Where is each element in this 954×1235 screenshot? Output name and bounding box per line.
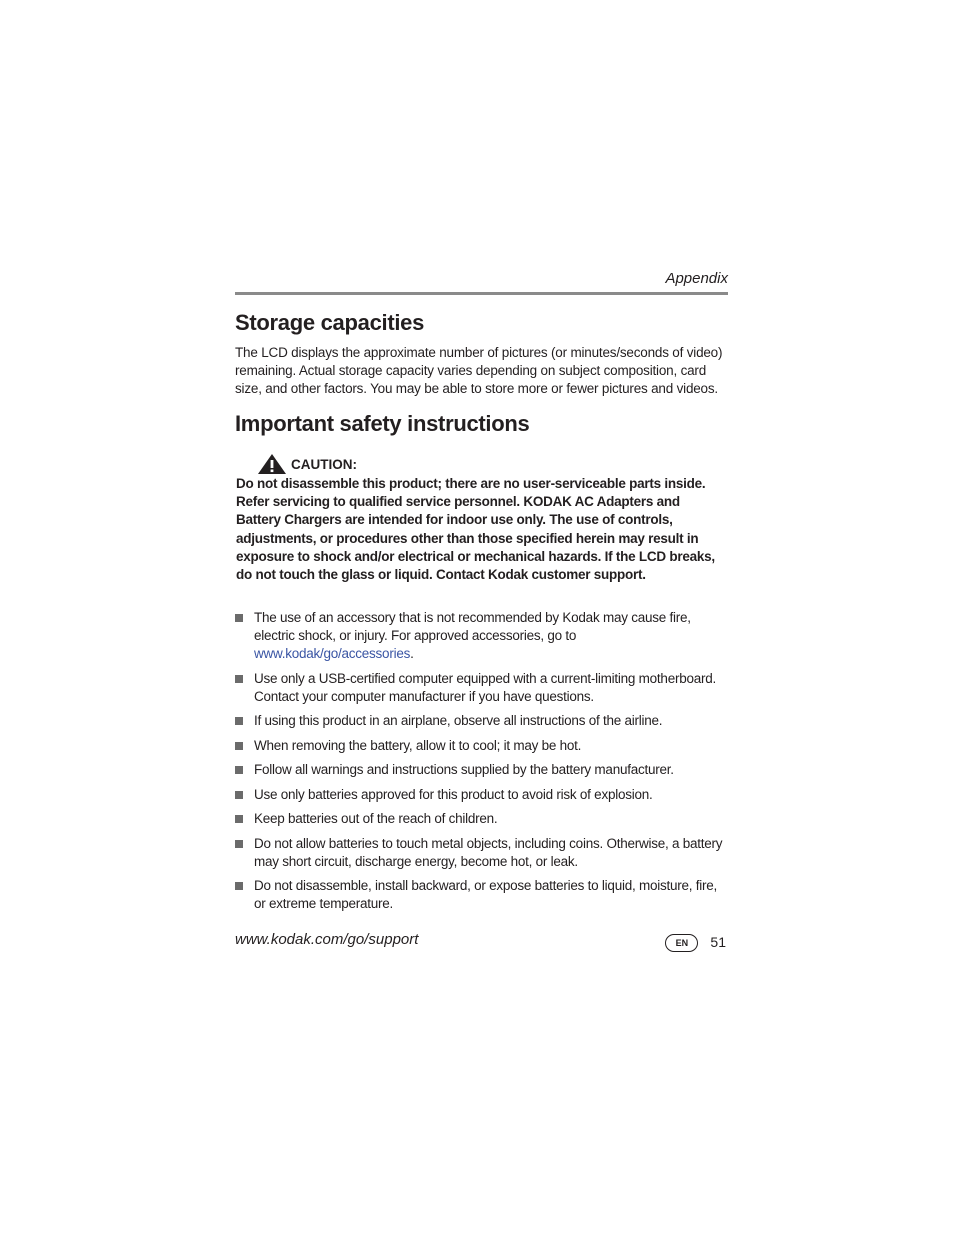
language-badge: EN xyxy=(665,934,698,952)
safety-heading: Important safety instructions xyxy=(235,411,530,436)
bullet-text: Follow all warnings and instructions supplied by the battery manufacturer. xyxy=(254,762,674,777)
caution-label: CAUTION: xyxy=(291,456,357,472)
bullet-text: Use only batteries approved for this product to avoid risk of explosion. xyxy=(254,786,653,802)
list-item xyxy=(235,877,728,913)
storage-paragraph: The LCD displays the approximate number of pictures (or minutes/seconds of video) remaining. Actual storage capacity varies depending on subject composition, card size, and other factors. You may be able to store more or fewer pictures and videos. xyxy=(235,345,723,396)
bullet-square-icon xyxy=(235,882,243,890)
bullet-text: When removing the battery, allow it to cool; it may be hot. xyxy=(254,737,582,753)
bullet-square-icon xyxy=(235,675,243,683)
list-item xyxy=(235,737,728,755)
list-item xyxy=(235,835,728,871)
safety-bullet-list xyxy=(235,609,728,920)
bullet-square-icon xyxy=(235,840,243,848)
warning-triangle-icon xyxy=(257,453,287,475)
bullet-text: The use of an accessory that is not recommended by Kodak may cause fire, electric shock, or injury. For approved accessories, go to xyxy=(254,610,691,643)
bullet-text: Keep batteries out of the reach of children. xyxy=(254,811,498,826)
list-item xyxy=(235,609,728,663)
accessories-link[interactable]: www.kodak/go/accessories xyxy=(254,646,411,661)
caution-label-row xyxy=(257,453,357,475)
footer-page-info xyxy=(665,931,726,952)
bullet-square-icon xyxy=(235,742,243,750)
caution-text: Do not disassemble this product; there are no user-serviceable parts inside. Refer servicing to qualified service personnel. KODAK AC Adapters and Battery Chargers are intended for indoor use only. The use of controls, adjustments, or procedures other than those specified herein may result in exposure to shock and/or electrical or mechanical hazards. If the LCD breaks, do not touch the glass or liquid. Contact Kodak customer support. xyxy=(236,476,715,583)
bullet-text: Use only a USB-certified computer equipped with a current-limiting motherboard. Contact your computer manufacturer if you have questions. xyxy=(254,670,716,704)
header-rule xyxy=(235,292,728,295)
list-item xyxy=(235,712,728,730)
page-number: 51 xyxy=(710,933,726,950)
list-item xyxy=(235,670,728,706)
storage-heading: Storage capacities xyxy=(235,310,425,335)
bullet-square-icon xyxy=(235,614,243,622)
bullet-text: Do not allow batteries to touch metal objects, including coins. Otherwise, a battery may short circuit, discharge energy, become hot, or leak. xyxy=(254,835,723,869)
footer-support-url[interactable]: www.kodak.com/go/support xyxy=(235,931,419,948)
bullet-square-icon xyxy=(235,791,243,799)
bullet-square-icon xyxy=(235,766,243,774)
bullet-square-icon xyxy=(235,717,243,725)
running-header: Appendix xyxy=(665,270,728,287)
list-item xyxy=(235,810,728,828)
list-item xyxy=(235,786,728,804)
list-item xyxy=(235,761,728,779)
bullet-text: Do not disassemble, install backward, or expose batteries to liquid, moisture, fire, or extreme temperature. xyxy=(254,878,717,911)
bullet-text: If using this product in an airplane, observe all instructions of the airline. xyxy=(254,713,663,728)
bullet-square-icon xyxy=(235,815,243,823)
bullet-text-end: . xyxy=(410,646,414,661)
